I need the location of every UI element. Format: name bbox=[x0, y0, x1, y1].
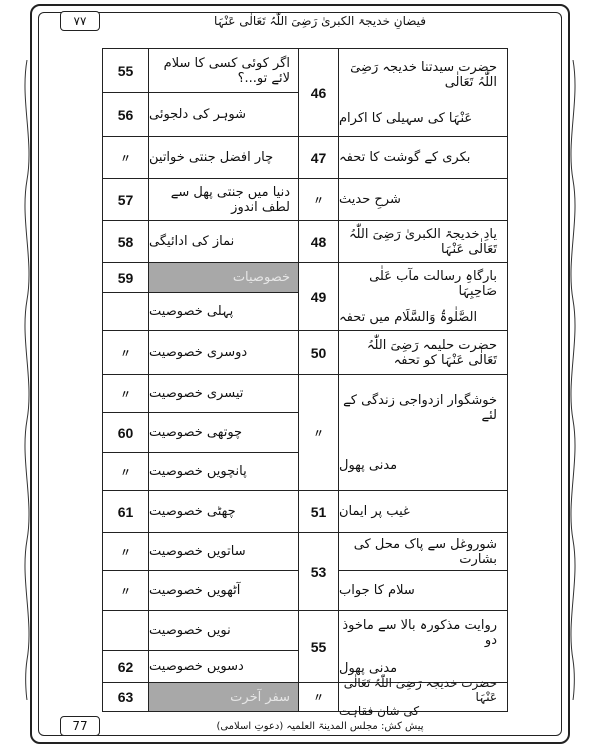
toc-entry-title[interactable]: دنیا میں جنتی پھل سے لطف اندوز bbox=[149, 179, 299, 221]
toc-entry-title[interactable]: غیب پر ایمان bbox=[339, 491, 507, 533]
toc-entry-title[interactable]: اگر کوئی کسی کا سلام لائے تو...؟ bbox=[149, 49, 299, 93]
left-vine-ornament bbox=[20, 60, 34, 700]
toc-page-number: 55 bbox=[103, 49, 149, 93]
toc-entry-title[interactable]: نماز کی ادائیگی bbox=[149, 221, 299, 263]
toc-entry-title[interactable]: حضرت سیدتنا خدیجہ رَضِیَ اللّٰہُ تَعَالٰی عَنْہَا کی سہیلی کا اکرام bbox=[339, 49, 507, 137]
toc-entry-title[interactable]: سلام کا جواب bbox=[339, 571, 507, 611]
toc-page-number: 57 bbox=[103, 179, 149, 221]
toc-page-number: 58 bbox=[103, 221, 149, 263]
toc-page-number: 〃 bbox=[299, 683, 339, 711]
toc-entry-title[interactable]: نویں خصوصیت bbox=[149, 611, 299, 651]
toc-entry-title[interactable]: حضرت خدیجہ رَضِیَ اللّٰہُ تَعَالٰی عَنْہَا کی شان فقاہت bbox=[339, 676, 497, 718]
toc-page-number: 46 bbox=[299, 49, 339, 137]
toc-page-number: 63 bbox=[103, 683, 149, 711]
table-of-contents bbox=[102, 48, 508, 718]
toc-page-number: 50 bbox=[299, 331, 339, 375]
toc-page-number: 61 bbox=[103, 491, 149, 533]
toc-page-number bbox=[103, 293, 149, 331]
toc-entry-title[interactable]: بکری کے گوشت کا تحفہ bbox=[339, 137, 507, 179]
toc-page-number: 62 bbox=[103, 651, 149, 683]
toc-entry-title[interactable]: چھٹی خصوصیت bbox=[149, 491, 299, 533]
page-footer bbox=[60, 714, 540, 738]
toc-entry-title[interactable]: شوروغل سے پاک محل کی بشارت bbox=[339, 533, 507, 571]
footer-publisher: پیش کش: مجلس المدینۃ العلمیہ (دعوتِ اسلامی) bbox=[216, 720, 424, 732]
toc-entry-title[interactable]: حضرت حلیمہ رَضِیَ اللّٰہُ تَعَالٰی عَنْہَا کو تحفہ bbox=[339, 331, 507, 375]
toc-entry-title[interactable]: پانچویں خصوصیت bbox=[149, 453, 299, 491]
toc-entry-title[interactable]: تیسری خصوصیت bbox=[149, 375, 299, 413]
toc-entry-title[interactable]: چار افضل جنتی خواتین bbox=[149, 137, 299, 179]
toc-entry-title[interactable]: دوسری خصوصیت bbox=[149, 331, 299, 375]
toc-page-number bbox=[103, 611, 149, 651]
toc-page-number: 〃 bbox=[103, 453, 149, 491]
toc-entry-title[interactable]: ساتویں خصوصیت bbox=[149, 533, 299, 571]
toc-section-heading[interactable]: سفر آخرت bbox=[149, 683, 299, 711]
toc-entry-title[interactable]: یادِ خدیجۃ الکبریٰ رَضِیَ اللّٰہُ تَعَالٰی عَنْہَا bbox=[339, 221, 507, 263]
toc-page-number: 〃 bbox=[103, 331, 149, 375]
toc-section-heading[interactable]: خصوصیات bbox=[149, 263, 299, 293]
toc-entry-title[interactable]: آٹھویں خصوصیت bbox=[149, 571, 299, 611]
toc-entry-title[interactable]: چوتھی خصوصیت bbox=[149, 413, 299, 453]
toc-page-number: 〃 bbox=[103, 571, 149, 611]
toc-entry-title[interactable]: شوہر کی دلجوئی bbox=[149, 93, 299, 137]
toc-page-number: 〃 bbox=[103, 137, 149, 179]
toc-page-number: 56 bbox=[103, 93, 149, 137]
header-page-number: ۷۷ bbox=[60, 11, 100, 31]
footer-page-number: 77 bbox=[60, 716, 100, 736]
toc-page-number: 〃 bbox=[299, 375, 339, 491]
toc-page-number: 59 bbox=[103, 263, 149, 293]
right-vine-ornament bbox=[566, 60, 580, 700]
toc-page-number: 55 bbox=[299, 611, 339, 683]
toc-page-number: 〃 bbox=[299, 179, 339, 221]
toc-entry-title[interactable]: دسویں خصوصیت bbox=[149, 651, 299, 683]
toc-page-number: 49 bbox=[299, 263, 339, 331]
toc-page-number: 48 bbox=[299, 221, 339, 263]
toc-page-number: 47 bbox=[299, 137, 339, 179]
toc-page-number: 〃 bbox=[103, 375, 149, 413]
toc-page-number: 53 bbox=[299, 533, 339, 611]
toc-page-number: 60 bbox=[103, 413, 149, 453]
toc-entry-title[interactable]: پہلی خصوصیت bbox=[149, 293, 299, 331]
toc-entry-title[interactable]: شرحِ حدیث bbox=[339, 179, 507, 221]
toc-page-number: 〃 bbox=[103, 533, 149, 571]
header-title: فیضانِ خدیجۃ الکبریٰ رَضِیَ اللّٰہُ تَعَالٰی عَنْہَا bbox=[213, 14, 427, 28]
page-header bbox=[60, 8, 540, 34]
toc-page-number: 51 bbox=[299, 491, 339, 533]
toc-entry-title[interactable]: بارگاہِ رسالت مآب عَلٰی صَاحِبِہَا الصَّلٰوۃُ وَالسَّلَام میں تحفہ bbox=[339, 263, 507, 331]
toc-entry-title[interactable]: خوشگوار ازدواجی زندگی کے لئے مدنی پھول bbox=[339, 375, 507, 491]
toc-entry-title[interactable]: روایت مذکورہ بالا سے ماخوذ دو مدنی پھول bbox=[339, 611, 507, 683]
